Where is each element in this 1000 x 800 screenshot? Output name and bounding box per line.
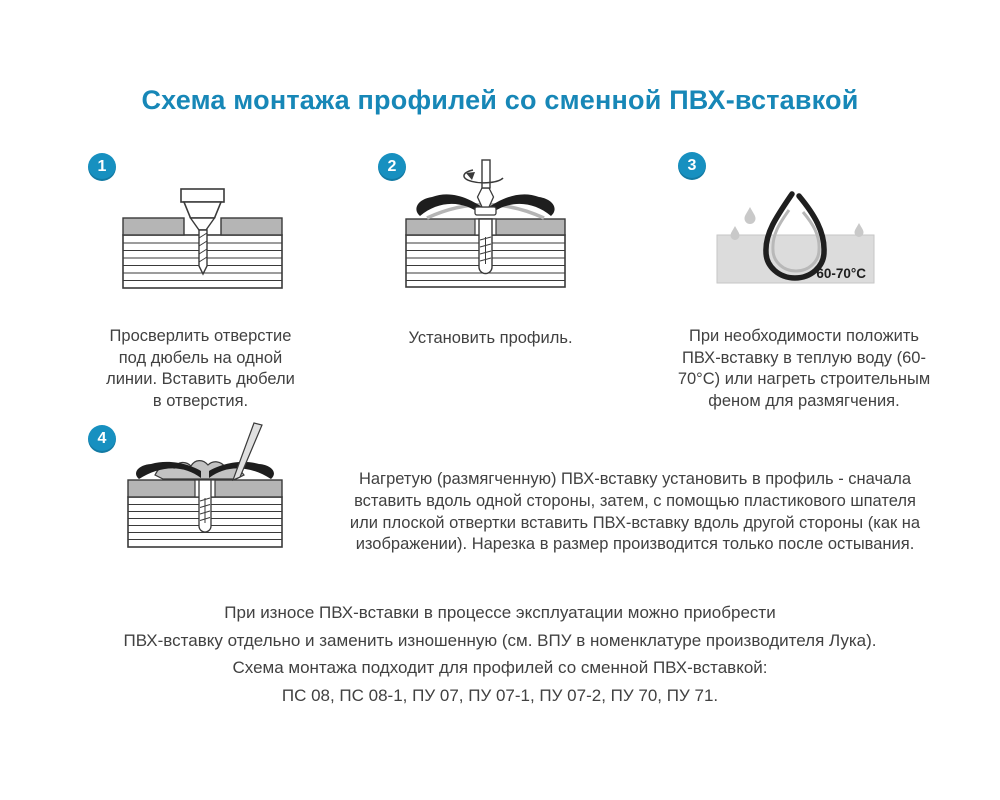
step-4-caption: Нагретую (размягченную) ПВХ-вставку установить в профиль - сначала вставить вдоль одной стороны, затем, с помощью пластикового шпателя или плоской отвертки вставить ПВХ-вставку вдоль другой стороны (как на изображении). Нарезка в размер производится только после остывания. (349, 470, 921, 554)
press-insert-illustration-icon (125, 437, 285, 557)
step-3-caption: При необходимости положить ПВХ-вставку в теплую воду (60- 70°С) или нагреть строительным феном для размягчения. (677, 327, 931, 410)
warm-water-softening-illustration-icon (713, 188, 878, 288)
drill-hole-illustration-icon (120, 186, 285, 291)
page-title: Схема монтажа профилей со сменной ПВХ-вставкой (141, 85, 859, 115)
step-2-badge: 2 (378, 153, 406, 181)
install-profile-illustration-icon (403, 158, 568, 290)
footer-note: При износе ПВХ-вставки в процессе эксплуатации можно приобрести ПВХ-вставку отдельно и заменить изношенную (см. ВПУ в номенклатуре производителя Лука). Схема монтажа подходит для профилей со сменной ПВХ-вставкой: ПС 08, ПС 08-1, ПУ 07, ПУ 07-1, ПУ 07-2, ПУ 70, ПУ 71. (123, 603, 877, 705)
step-1-badge: 1 (88, 153, 116, 181)
step-3-badge: 3 (678, 152, 706, 180)
step-4-badge: 4 (88, 425, 116, 453)
water-temperature-label: 60-70°C (816, 266, 866, 281)
step-1-caption: Просверлить отверстие под дюбель на одной линии. Вставить дюбели в отверстия. (106, 327, 295, 410)
step-2-caption: Установить профиль. (408, 329, 573, 347)
